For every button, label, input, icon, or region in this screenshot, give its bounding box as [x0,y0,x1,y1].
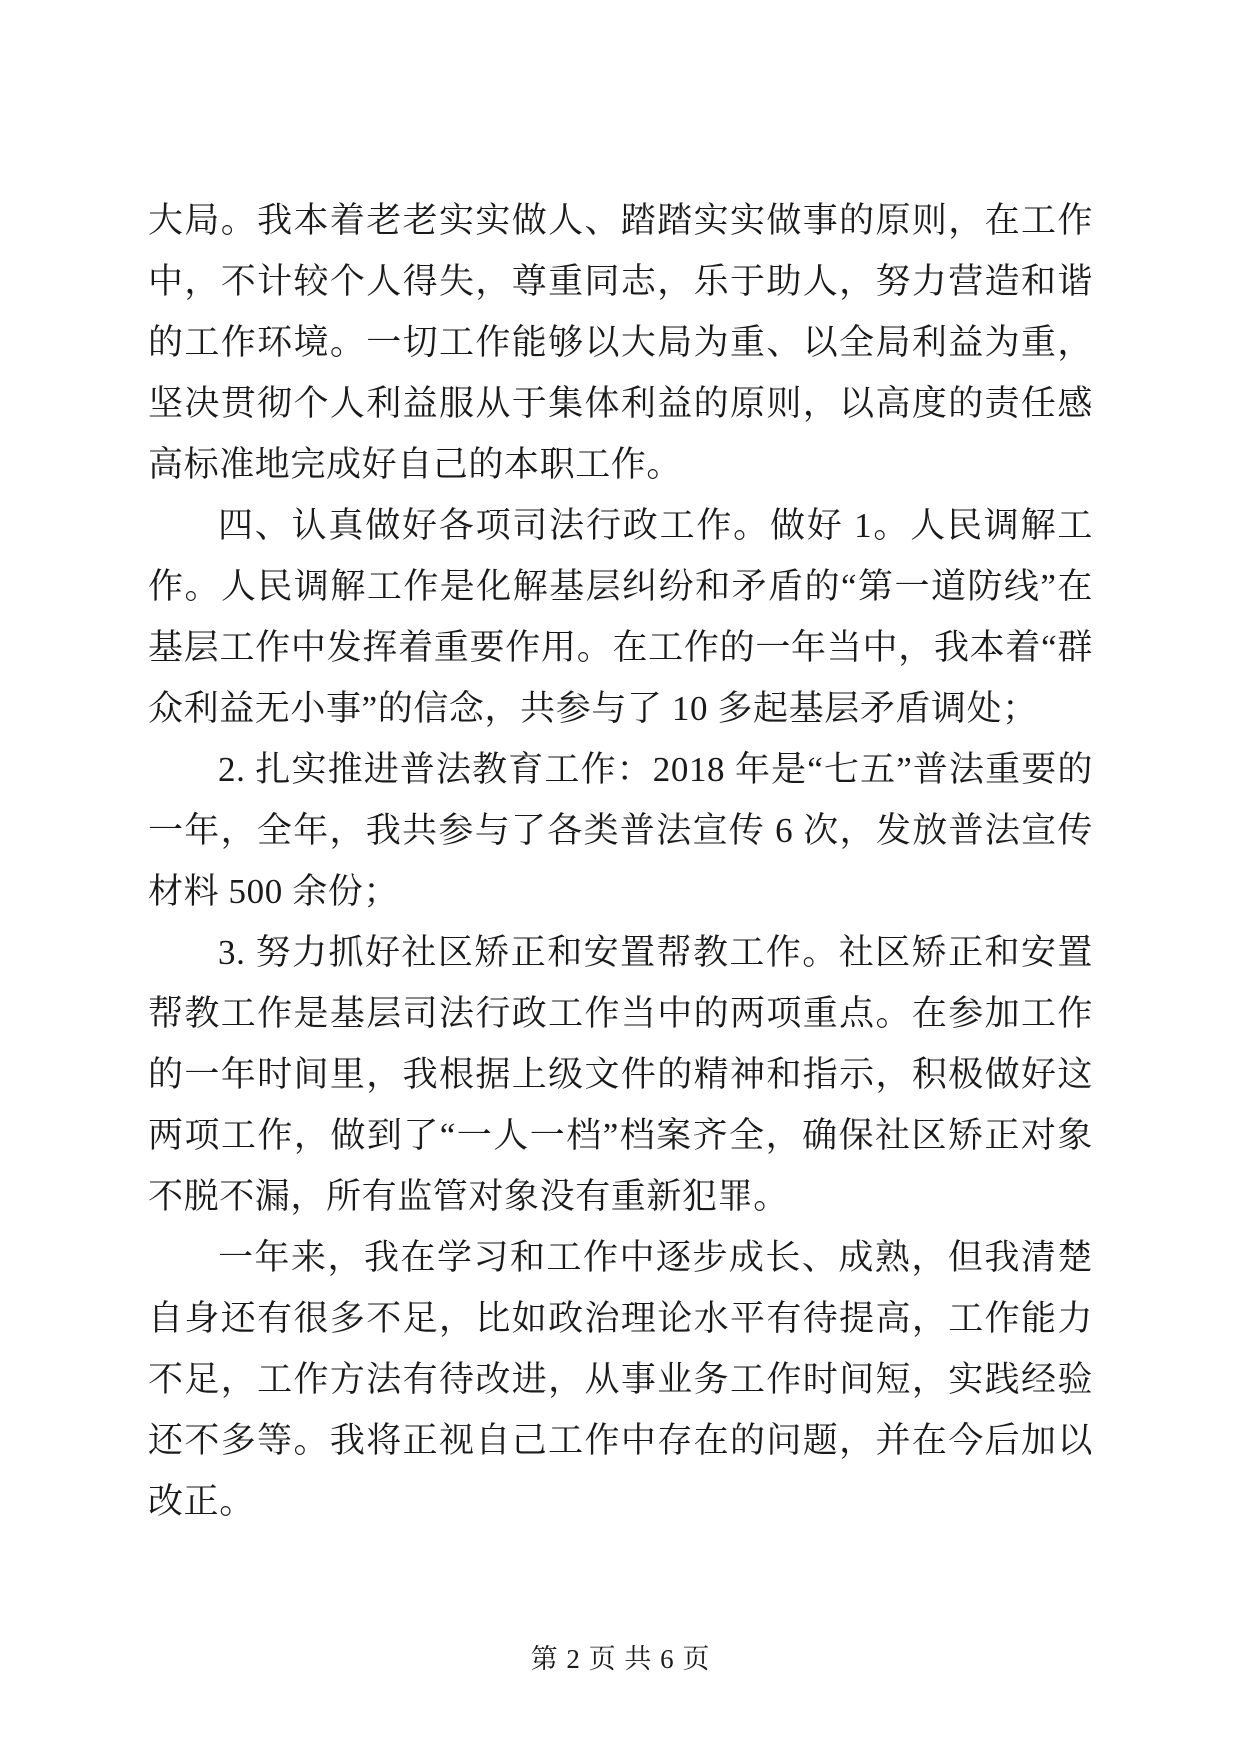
paragraph-2: 四、认真做好各项司法行政工作。做好 1。人民调解工作。人民调解工作是化解基层纠纷和矛盾的“第一道防线”在基层工作中发挥着重要作用。在工作的一年当中，我本着“群众利益无小事”的信念，共参与了 10 多起基层矛盾调处； [148,506,1093,728]
paragraph-1: 大局。我本着老老实实做人、踏踏实实做事的原则，在工作中，不计较个人得失，尊重同志，乐于助人，努力营造和谐的工作环境。一切工作能够以大局为重、以全局利益为重，坚决贯彻个人利益服从于集体利益的原则，以高度的责任感高标准地完成好自己的本职工作。 [148,201,1093,484]
document-body [148,190,1093,1532]
page-footer: 第 2 页 共 6 页 [530,1644,711,1674]
paragraph-3: 2. 扎实推进普法教育工作：2018 年是“七五”普法重要的一年，全年，我共参与了各类普法宣传 6 次，发放普法宣传材料 500 余份； [148,750,1093,911]
paragraph-4: 3. 努力抓好社区矫正和安置帮教工作。社区矫正和安置帮教工作是基层司法行政工作当中的两项重点。在参加工作的一年时间里，我根据上级文件的精神和指示，积极做好这两项工作，做到了“一人一档”档案齐全，确保社区矫正对象不脱不漏，所有监管对象没有重新犯罪。 [148,933,1093,1216]
paragraph-5: 一年来，我在学习和工作中逐步成长、成熟，但我清楚自身还有很多不足，比如政治理论水平有待提高，工作能力不足，工作方法有待改进，从事业务工作时间短，实践经验还不多等。我将正视自己工作中存在的问题，并在今后加以改正。 [148,1238,1093,1521]
